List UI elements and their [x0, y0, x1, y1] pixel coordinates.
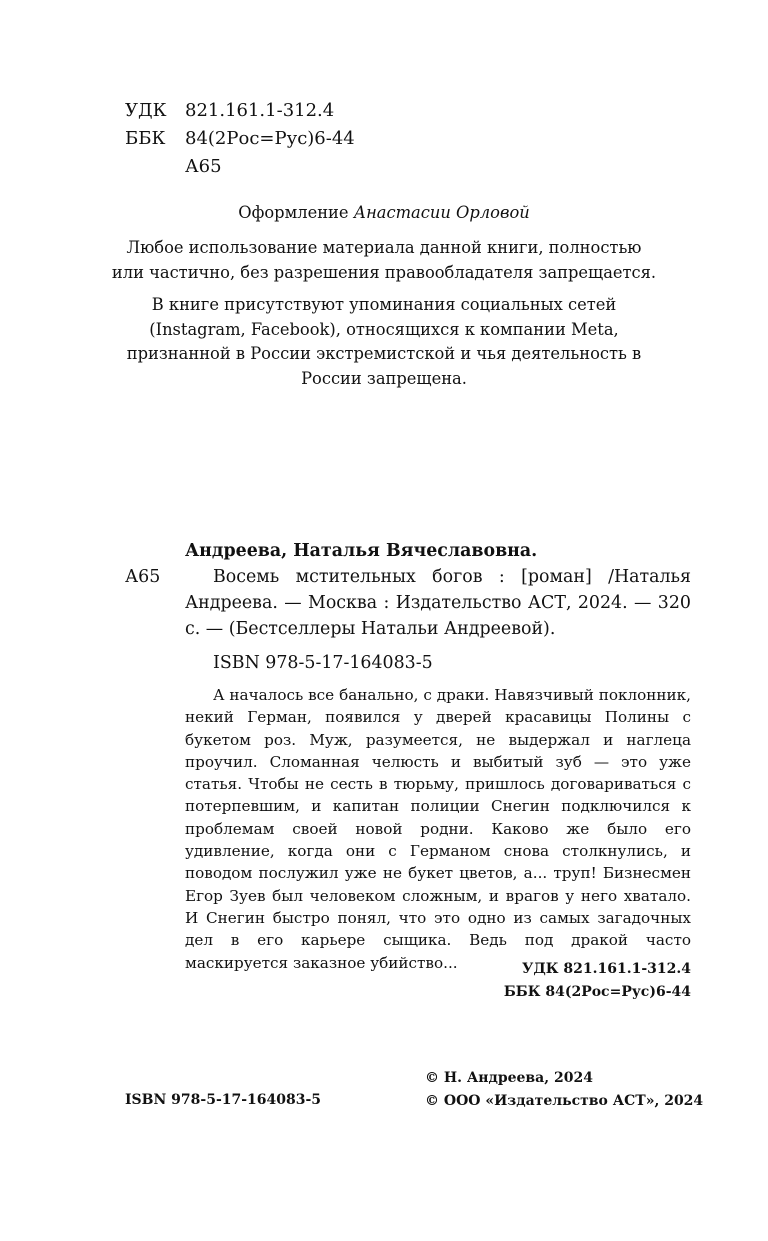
- record-margin-mark: А65: [125, 567, 161, 587]
- design-label: Оформление: [238, 203, 349, 222]
- isbn-bottom: ISBN 978-5-17-164083-5: [125, 1092, 322, 1108]
- udk-label: УДК: [125, 100, 167, 121]
- udk-row: [125, 97, 355, 125]
- bbk-value: 84(2Рос=Рус)6-44: [185, 128, 355, 149]
- designer-name: Анастасии Орловой: [353, 203, 530, 222]
- copyright-author: © Н. Андреева, 2024: [425, 1070, 593, 1086]
- udk-value: 821.161.1-312.4: [185, 100, 335, 121]
- bbk-label: ББК: [125, 128, 166, 149]
- copyright-block: [425, 1067, 703, 1112]
- author-mark: А65: [185, 156, 222, 177]
- classification-block: [125, 97, 355, 181]
- record-author-heading: Андреева, Наталья Вячеславовна.: [185, 541, 538, 561]
- record-isbn: ISBN 978-5-17-164083-5: [213, 653, 433, 673]
- design-credit: [110, 201, 658, 226]
- record-description: [185, 564, 691, 642]
- bottom-bbk: ББК 84(2Рос=Рус)6-44: [503, 984, 691, 1000]
- annotation: А началось все банально, с драки. Навязчивый поклонник, некий Герман, появился у дверей красавицы Полины с букетом роз. Муж, разумеется, не выдержал и наглеца проучил. Сломанная челюсть и выбитый зуб — это уже статья. Чтобы не сесть в тюрьму, пришлось договариваться с потерпевшим, и капитан полиции Снегин подключился к проблемам своей новой родни. Каково же было его удивление, когда они с Германом снова столкнулись, и поводом послужил уже не букет цветов, а... труп! Бизнесмен Егор Зуев был человеком сложным, и врагов у него хватало. И Снегин быстро понял, что это одно из самых загадочных дел в его карьере сыщика. Ведь под дракой часто маскируется заказное убийство...: [185, 686, 691, 972]
- bbk-row: [125, 125, 355, 153]
- meta-notice: В книге присутствуют упоминания социальных сетей (Instagram, Facebook), относящихся к компании Meta, признанной в России экстремистской и чья деятельность в России запрещена.: [126, 295, 642, 388]
- copyright-publisher: © ООО «Издательство АСТ», 2024: [425, 1092, 704, 1109]
- bottom-udk: УДК 821.161.1-312.4: [521, 961, 691, 977]
- rights-notice: Любое использование материала данной книги, полностью или частично, без разрешения правообладателя запрещается.: [111, 238, 657, 282]
- bottom-classification: [504, 958, 691, 1004]
- record-description-text: Восемь мстительных богов : [роман] /Наталья Андреева. — Москва : Издательство АСТ, 2024. — 320 с. — (Бестселлеры Натальи Андреевой).: [185, 567, 691, 639]
